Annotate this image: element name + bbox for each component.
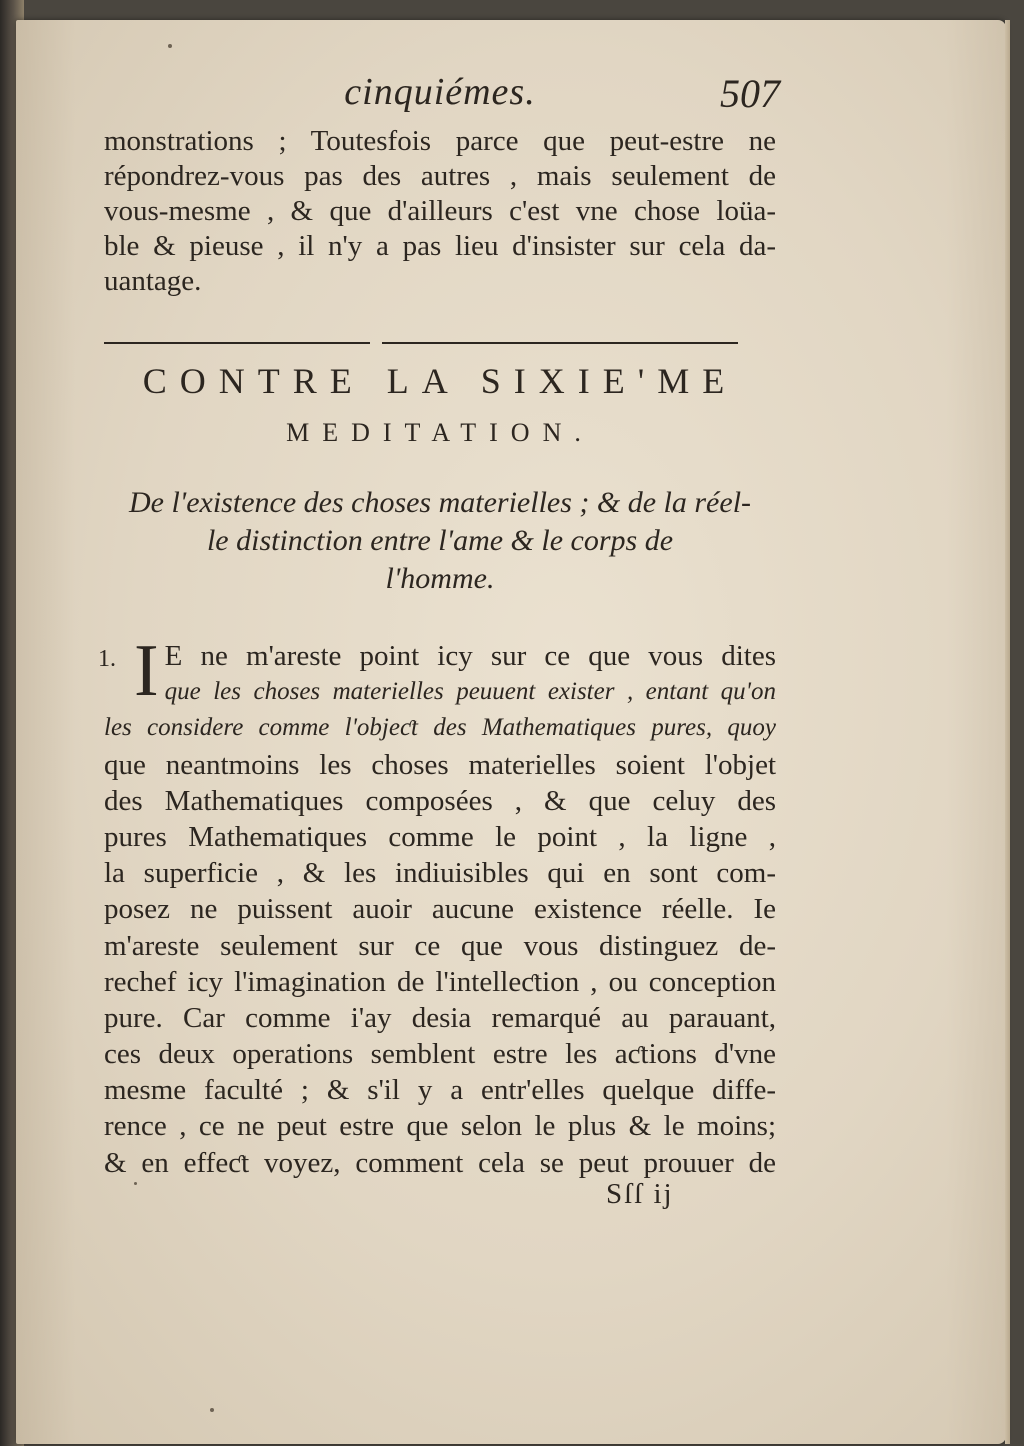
text-line: posez ne puissent auoir aucune existence réelle. Ie (104, 893, 776, 926)
subtitle-line: l'homme. (385, 562, 495, 595)
running-head (100, 70, 780, 118)
page-number: 507 (720, 71, 780, 116)
text-line: monstrations ; Toutesfois parce que peut-estre ne (104, 125, 776, 157)
subtitle-line: le distinction entre l'ame & le corps de (206, 524, 674, 557)
continued-paragraph (104, 124, 776, 299)
paragraph-number: 1. (98, 646, 116, 672)
text-line: rence , ce ne peut estre que selon le plus & le moins; (104, 1110, 776, 1143)
ink-speck (168, 44, 172, 48)
text-line: mesme faculté ; & s'il y a entr'elles quelque diffe- (104, 1074, 776, 1107)
ink-speck (134, 1182, 137, 1185)
subtitle-line: De l'existence des choses materielles ; & de la réel- (128, 486, 752, 519)
page-edge (1005, 20, 1010, 1444)
text-line: E ne m'areste point icy sur ce que vous dites (164, 640, 776, 672)
text-line: des Mathematiques composées , & que celuy des (104, 784, 776, 817)
text-line: que neantmoins les choses materielles soient l'objet (104, 748, 776, 781)
section-rule-right (382, 342, 738, 344)
running-title: cinquiémes. (344, 71, 536, 113)
text-line: ble & pieuse , il n'y a pas lieu d'insister sur cela da- (104, 230, 776, 262)
text-line: ces deux operations semblent estre les aƈtions d'vne (104, 1038, 776, 1071)
main-paragraph (104, 630, 776, 1181)
text-line: uantage. (104, 265, 202, 297)
drop-capital: I (134, 630, 159, 712)
text-line: les considere comme l'objeƈt des Mathematiques pures, quoy (104, 714, 776, 742)
text-line: la superficie , & les indiuisibles qui en sont com- (104, 857, 776, 890)
text-line: vous-mesme , & que d'ailleurs c'est vne chose loüa- (104, 195, 776, 227)
text-line: répondrez-vous pas des autres , mais seulement de (104, 160, 776, 192)
text-line: m'areste seulement sur ce que vous distinguez de- (104, 929, 776, 962)
section-subheading: MEDITATION. (286, 418, 594, 447)
catchword: Sſſ ij (606, 1178, 674, 1210)
text-line: rechef icy l'imagination de l'intelleƈtion , ou conception (104, 965, 776, 998)
text-line: que les choses materielles peuuent exister , entant qu'on (164, 678, 776, 706)
text-line: pures Mathematiques comme le point , la ligne , (104, 820, 776, 853)
section-heading: CONTRE LA SIXIE'ME (142, 361, 738, 401)
ink-speck (210, 1408, 214, 1412)
text-line: & en effeƈt voyez, comment cela se peut prouuer de (104, 1146, 776, 1179)
text-line: pure. Car comme i'ay desia remarqué au parauant, (104, 1001, 776, 1034)
section-rule-left (104, 342, 370, 344)
section-subtitle (104, 484, 776, 598)
